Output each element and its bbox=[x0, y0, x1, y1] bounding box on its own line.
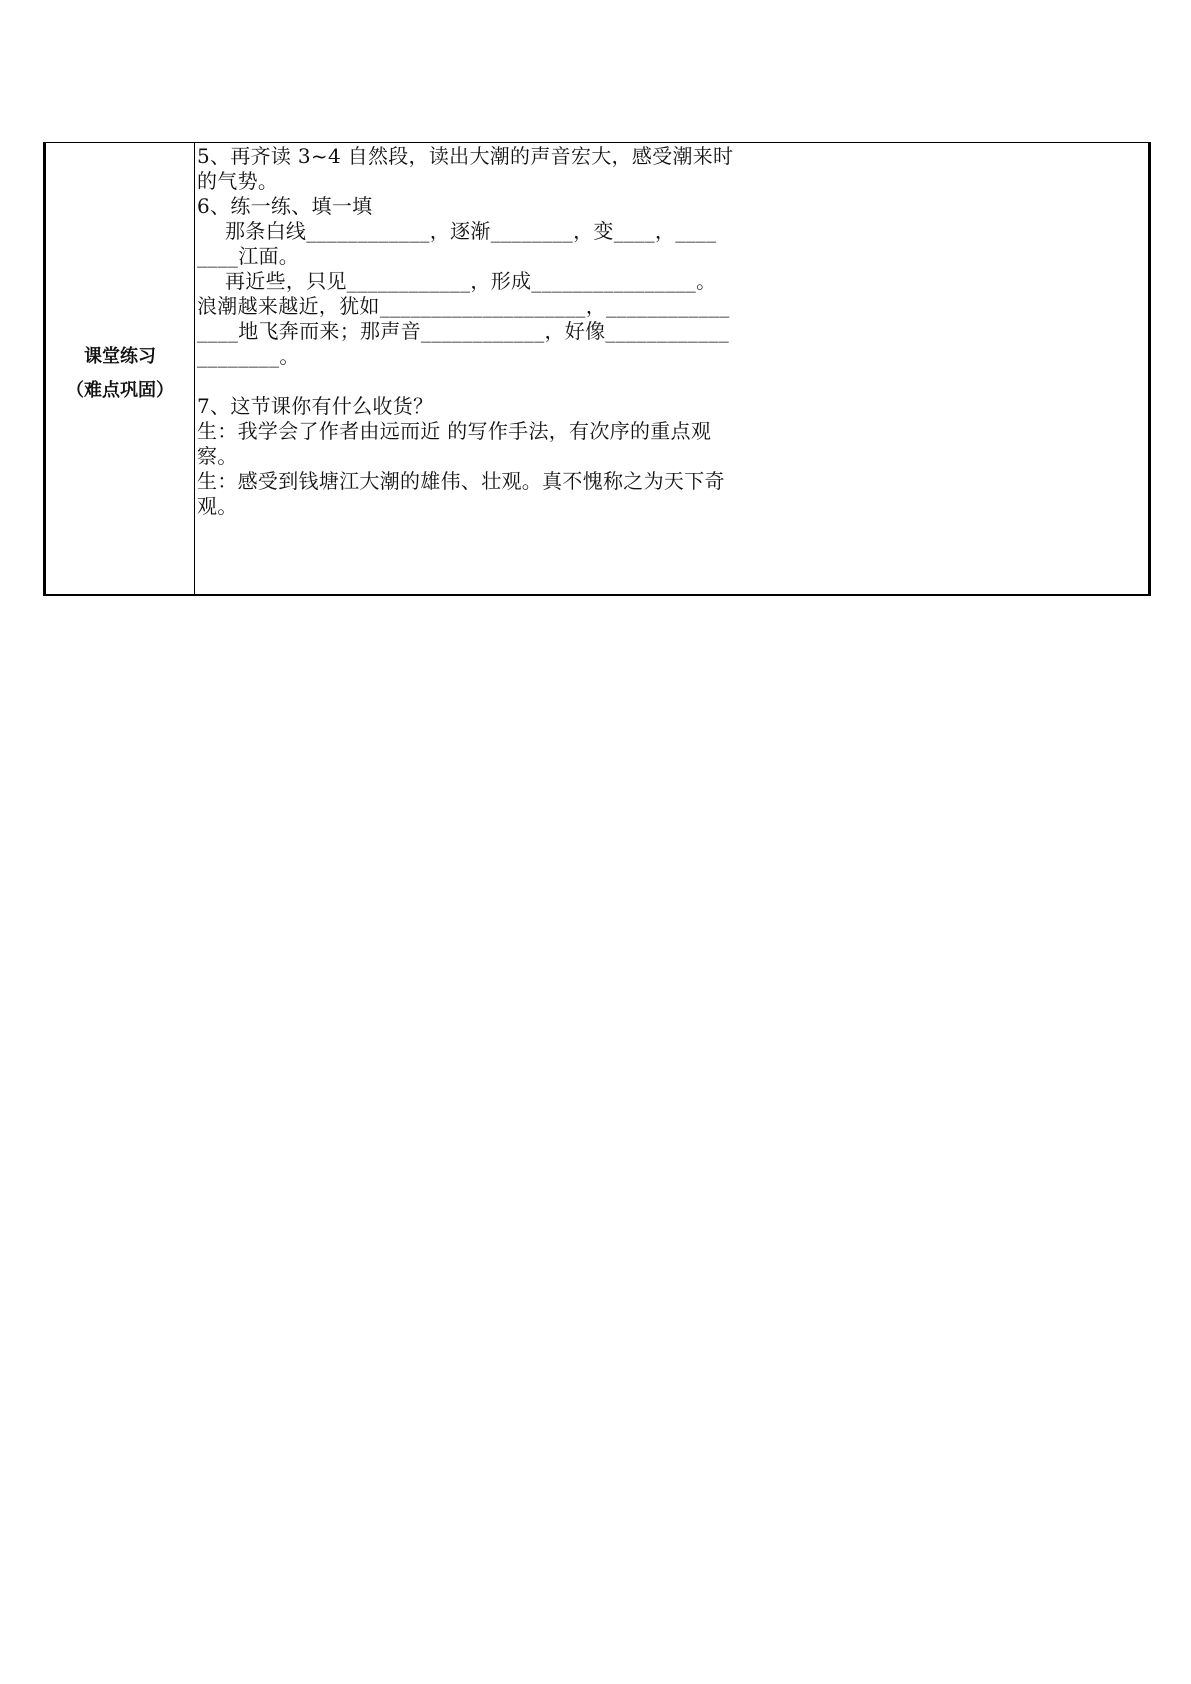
answer1-line1: 生：我学会了作者由远而近 的写作手法，有次序的重点观 bbox=[197, 419, 712, 443]
section-title: 课堂练习 bbox=[84, 345, 156, 367]
exercise-content-cell bbox=[195, 143, 1148, 594]
section-subtitle: （难点巩固） bbox=[66, 379, 174, 401]
item5-line2: 的气势。 bbox=[197, 169, 279, 193]
answer1-line2: 察。 bbox=[197, 444, 238, 468]
fill-in-line6: ________。 bbox=[197, 344, 300, 368]
answer2-line2: 观。 bbox=[197, 494, 238, 518]
fill-in-line5: ____地飞奔而来；那声音____________，好像____________ bbox=[197, 319, 729, 343]
section-label-cell bbox=[46, 143, 195, 594]
fill-in-line1: 那条白线____________，逐渐________，变____，____ bbox=[225, 219, 717, 243]
item7-heading: 7、这节课你有什么收货？ bbox=[197, 394, 434, 418]
fill-in-line3: 再近些，只见____________，形成________________。 bbox=[225, 269, 717, 293]
fill-in-line2: ____江面。 bbox=[197, 244, 300, 268]
fill-in-line4: 浪潮越来越近，犹如____________________，____________ bbox=[197, 294, 730, 318]
answer2-line1: 生：感受到钱塘江大潮的雄伟、壮观。真不愧称之为天下奇 bbox=[197, 469, 725, 493]
lesson-plan-table bbox=[43, 142, 1151, 596]
item5-line1: 5、再齐读 3~4 自然段，读出大潮的声音宏大，感受潮来时 bbox=[197, 144, 734, 168]
item6-heading: 6、练一练、填一填 bbox=[197, 194, 373, 218]
spacer bbox=[197, 369, 1148, 394]
